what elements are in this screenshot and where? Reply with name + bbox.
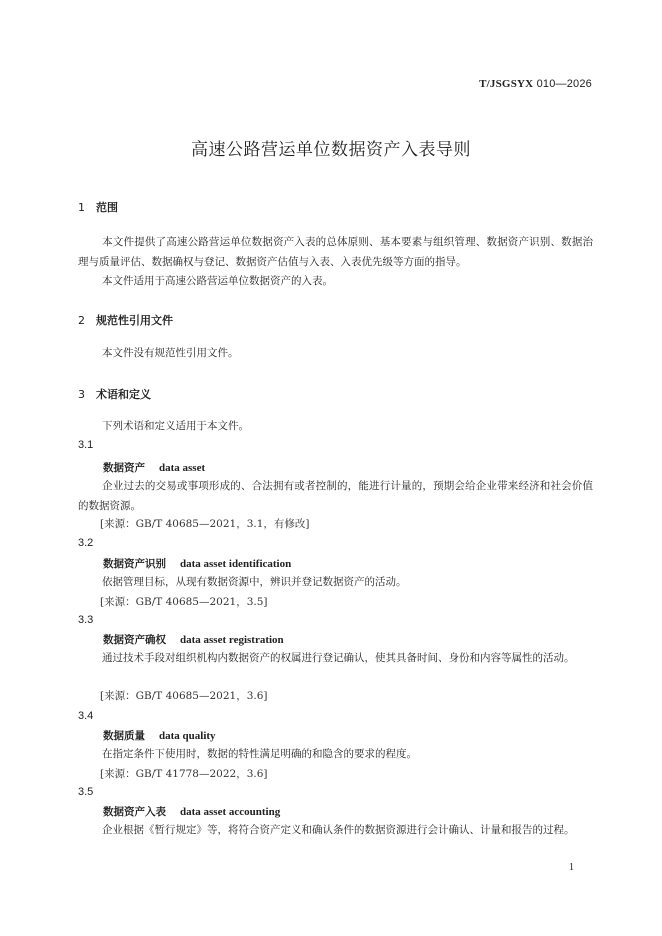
term-number: 3.5 <box>78 786 94 798</box>
term-number: 3.4 <box>78 710 94 722</box>
section-heading-scope: 1 范围 <box>78 201 118 214</box>
term-number: 3.1 <box>78 439 94 451</box>
term-number: 3.3 <box>78 614 94 626</box>
term-definition: 企业根据《暂行规定》等，将符合资产定义和确认条件的数据资源进行会计确认、计量和报告的过程。 <box>102 824 575 836</box>
term-heading: 数据资产 data asset <box>103 462 206 474</box>
document-title: 高速公路营运单位数据资产入表导则 <box>191 140 471 160</box>
term-definition: 企业过去的交易或事项形成的、合法拥有或者控制的，能进行计量的，预期会给企业带来经济和社会价值的数据资源。 <box>78 480 593 512</box>
paragraph: 本文件没有规范性引用文件。 <box>102 347 239 359</box>
section-heading-normative-references: 2 规范性引用文件 <box>78 314 173 327</box>
term-number: 3.2 <box>78 537 94 549</box>
term-source: [来源：GB/T 40685—2021，3.5] <box>100 596 268 608</box>
paragraph: 本文件适用于高速公路营运单位数据资产的入表。 <box>102 275 333 287</box>
paragraph: 下列术语和定义适用于本文件。 <box>102 420 249 432</box>
term-source: [来源：GB/T 40685—2021，3.1，有修改] <box>100 518 310 530</box>
section-heading-terms-definitions: 3 术语和定义 <box>78 388 151 401</box>
term-source: [来源：GB/T 41778—2022，3.6] <box>100 768 268 780</box>
standard-code: T/JSGSYX 010—2026 <box>479 78 592 90</box>
term-source: [来源：GB/T 40685—2021，3.6] <box>100 690 268 702</box>
term-definition: 依据管理目标，从现有数据资源中，辨识并登记数据资产的活动。 <box>102 576 407 588</box>
term-heading: 数据质量 data quality <box>103 730 216 742</box>
term-definition: 通过技术手段对组织机构内数据资产的权属进行登记确认，使其具备时间、身份和内容等属性的活动。 <box>102 652 575 664</box>
term-definition: 在指定条件下使用时，数据的特性满足明确的和隐含的要求的程度。 <box>102 748 417 760</box>
term-heading: 数据资产确权 data asset registration <box>103 634 284 646</box>
page-number: 1 <box>569 862 574 873</box>
paragraph: 本文件提供了高速公路营运单位数据资产入表的总体原则、基本要素与组织管理、数据资产识别、数据治理与质量评估、数据确权与登记、数据资产估值与入表、入表优先级等方面的指导。 <box>78 236 593 268</box>
term-heading: 数据资产识别 data asset identification <box>103 558 292 570</box>
term-heading: 数据资产入表 data asset accounting <box>103 806 281 818</box>
